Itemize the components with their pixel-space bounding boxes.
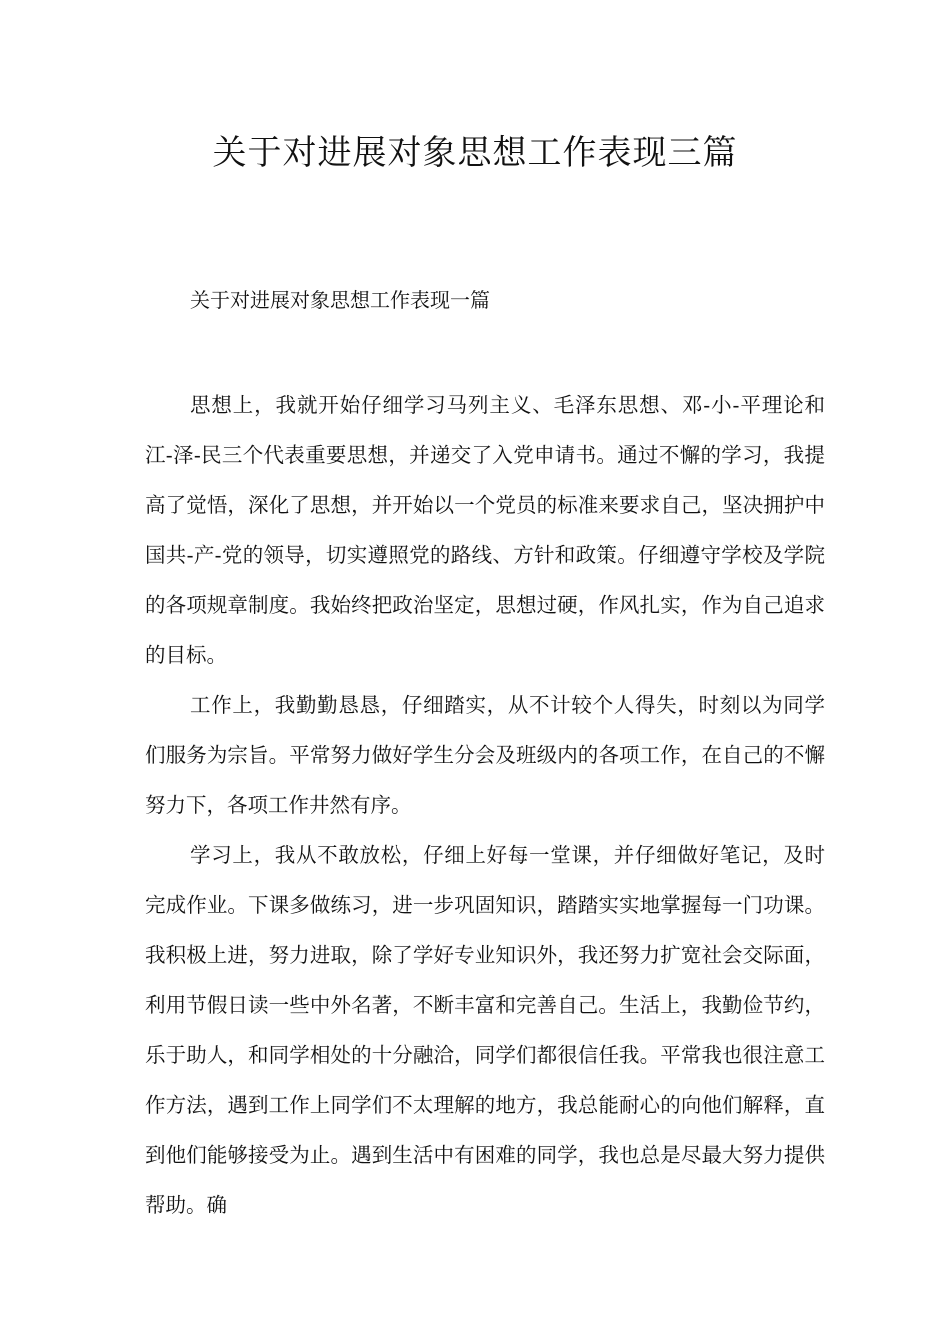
document-body [145, 380, 825, 1230]
section-heading: 关于对进展对象思想工作表现一篇 [190, 288, 490, 312]
document-title: 关于对进展对象思想工作表现三篇 [212, 133, 738, 173]
paragraph-work: 工作上，我勤勤恳恳，仔细踏实，从不计较个人得失，时刻以为同学们服务为宗旨。平常努力做好学生分会及班级内的各项工作，在自己的不懈努力下，各项工作井然有序。 [145, 693, 825, 817]
paragraph-study: 学习上，我从不敢放松，仔细上好每一堂课，并仔细做好笔记，及时完成作业。下课多做练习，进一步巩固知识，踏踏实实地掌握每一门功课。我积极上进，努力进取，除了学好专业知识外，我还努力扩宽社会交际面，利用节假日读一些中外名著，不断丰富和完善自己。生活上，我勤俭节约，乐于助人，和同学相处的十分融洽，同学们都很信任我。平常我也很注意工作方法，遇到工作上同学们不太理解的地方，我总能耐心的向他们解释，直到他们能够接受为止。遇到生活中有困难的同学，我也总是尽最大努力提供帮助。确 [145, 843, 825, 1217]
paragraph-ideology: 思想上，我就开始仔细学习马列主义、毛泽东思想、邓-小-平理论和江-泽-民三个代表重要思想，并递交了入党申请书。通过不懈的学习，我提高了觉悟，深化了思想，并开始以一个党员的标准来要求自己，坚决拥护中国共-产-党的领导，切实遵照党的路线、方针和政策。仔细遵守学校及学院的各项规章制度。我始终把政治坚定，思想过硬，作风扎实，作为自己追求的目标。 [145, 393, 825, 667]
